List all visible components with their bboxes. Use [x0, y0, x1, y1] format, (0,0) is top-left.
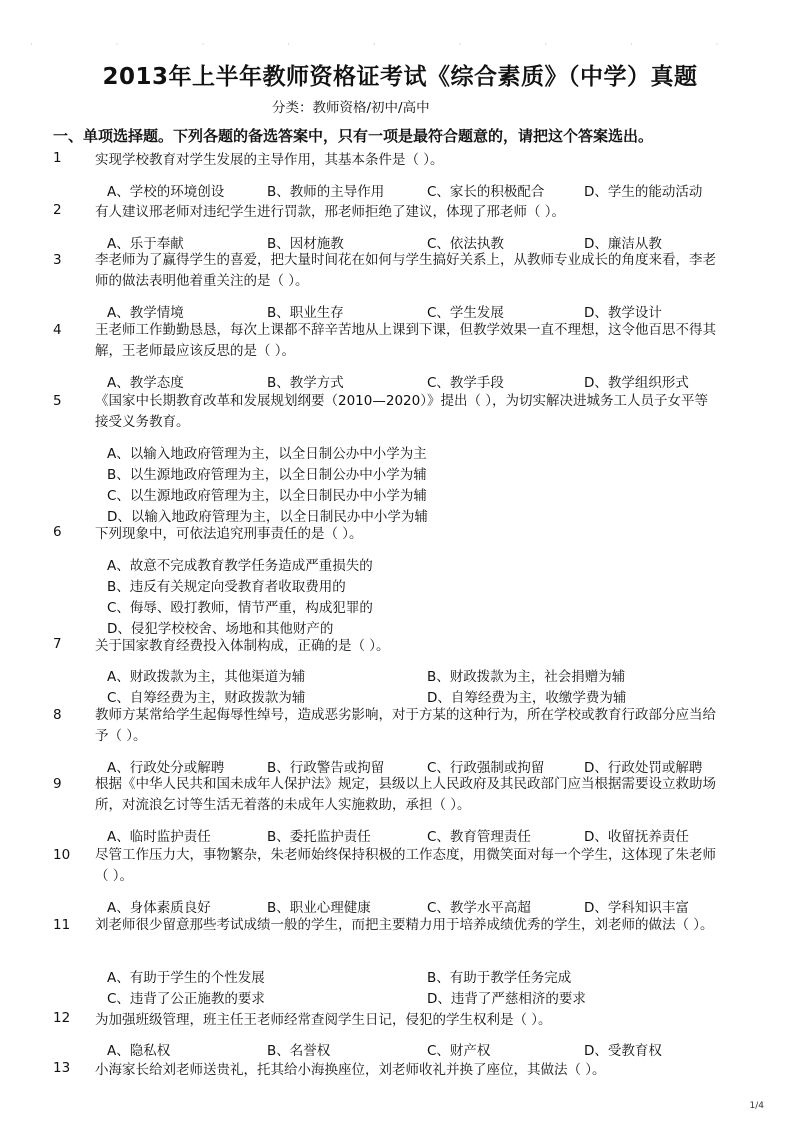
question-number: 6 — [53, 524, 62, 540]
option-c: C、侮辱、殴打教师，情节严重，构成犯罪的 — [107, 600, 373, 616]
option-d: D、教学组织形式 — [584, 375, 689, 391]
option-d: D、学生的能动活动 — [584, 184, 703, 200]
option-d: D、学科知识丰富 — [584, 900, 689, 916]
option-b: B、有助于教学任务完成 — [427, 970, 572, 986]
option-b: B、违反有关规定向受教育者收取费用的 — [107, 579, 346, 595]
question-text: 根据《中华人民共和国未成年人保护法》规定，县级以上人民政府及其民政部门应当根据需要设立救助场所，对流浪乞讨等生活无着落的未成年人实施救助，承担（ ）。 — [95, 776, 716, 813]
option-b: B、教学方式 — [267, 375, 344, 391]
option-c: C、学生发展 — [427, 305, 504, 321]
option-a: A、教学情境 — [107, 305, 184, 321]
question-text: 关于国家教育经费投入体制构成，正确的是（ ）。 — [95, 638, 390, 654]
question-text: 尽管工作压力大，事物繁杂，朱老师始终保持积极的工作态度，用微笑面对每一个学生，这体现了朱老师（ ）。 — [95, 847, 716, 884]
option-b: B、因材施教 — [267, 236, 344, 252]
page-number: 1/4 — [749, 1101, 764, 1111]
option-c: C、依法执教 — [427, 236, 504, 252]
option-b: B、以生源地政府管理为主，以全日制公办中小学为辅 — [107, 467, 427, 483]
option-d: D、违背了严慈相济的要求 — [427, 991, 586, 1007]
question-number: 3 — [53, 252, 62, 268]
question-text: 刘老师很少留意那些考试成绩一般的学生，而把主要精力用于培养成绩优秀的学生，刘老师的做法（ ）。 — [95, 917, 714, 933]
option-b: B、职业生存 — [267, 305, 344, 321]
question-number: 9 — [53, 776, 62, 792]
option-c: C、教育管理责任 — [427, 829, 531, 845]
option-c: C、教学水平高超 — [427, 900, 531, 916]
scan-artifacts: · · · · · · · · · — [30, 40, 759, 50]
question-number: 11 — [53, 917, 71, 933]
option-a: A、教学态度 — [107, 375, 184, 391]
question-number: 8 — [53, 707, 62, 723]
question-text: 王老师工作勤勤恳恳，每次上课都不辞辛苦地从上课到下课，但教学效果一直不理想，这令他百思不得其解，王老师最应该反思的是（ ）。 — [95, 322, 716, 359]
option-a: A、有助于学生的个性发展 — [107, 970, 265, 986]
option-a: A、以输入地政府管理为主，以全日制公办中小学为主 — [107, 446, 427, 462]
option-c: C、自筹经费为主，财政拨款为辅 — [107, 690, 306, 706]
option-a: A、乐于奉献 — [107, 236, 184, 252]
question-number: 13 — [53, 1060, 71, 1076]
question-text: 小海家长给刘老师送贵礼，托其给小海换座位，刘老师收礼并换了座位，其做法（ ）。 — [95, 1062, 606, 1078]
option-a: A、学校的环境创设 — [107, 184, 225, 200]
question-text: 李老师为了赢得学生的喜爱，把大量时间花在如何与学生搞好关系上，从教师专业成长的角度来看，李老师的做法表明他着重关注的是（ ）。 — [95, 252, 716, 289]
option-a: A、行政处分或解聘 — [107, 760, 225, 776]
option-d: D、侵犯学校校舍、场地和其他财产的 — [107, 621, 334, 637]
option-c: C、行政强制或拘留 — [427, 760, 545, 776]
option-d: D、受教育权 — [584, 1043, 662, 1059]
question-text: 有人建议邢老师对违纪学生进行罚款，邢老师拒绝了建议，体现了邢老师（ ）。 — [95, 204, 566, 220]
option-a: A、隐私权 — [107, 1043, 171, 1059]
option-c: C、以生源地政府管理为主，以全日制民办中小学为辅 — [107, 488, 427, 504]
question-text: 《国家中长期教育改革和发展规划纲要（2010—2020）》提出（ ），为切实解决进城务工人员子女平等接受义务教育。 — [95, 393, 709, 430]
option-b: B、行政警告或拘留 — [267, 760, 385, 776]
option-b: B、名誉权 — [267, 1043, 331, 1059]
section-heading: 一、单项选择题。下列各题的备选答案中，只有一项是最符合题意的，请把这个答案选出。 — [53, 127, 654, 145]
question-number: 1 — [53, 150, 62, 166]
option-d: D、廉洁从教 — [584, 236, 662, 252]
option-c: C、违背了公正施教的要求 — [107, 991, 265, 1007]
question-number: 12 — [53, 1010, 71, 1026]
page-title: 2013年上半年教师资格证考试《综合素质》（中学）真题 — [102, 64, 698, 90]
option-d: D、收留抚养责任 — [584, 829, 689, 845]
question-number: 2 — [53, 202, 62, 218]
option-b: B、教师的主导作用 — [267, 184, 385, 200]
option-c: C、财产权 — [427, 1043, 491, 1059]
category-line: 分类：教师资格/初中/高中 — [272, 100, 430, 116]
option-d: D、行政处罚或解聘 — [584, 760, 703, 776]
question-number: 10 — [53, 847, 71, 863]
option-b: B、委托监护责任 — [267, 829, 371, 845]
question-number: 5 — [53, 393, 62, 409]
option-a: A、身体素质良好 — [107, 900, 211, 916]
option-b: B、财政拨款为主，社会捐赠为辅 — [427, 669, 626, 685]
option-a: A、故意不完成教育教学任务造成严重损失的 — [107, 558, 373, 574]
question-number: 4 — [53, 322, 62, 338]
option-a: A、临时监护责任 — [107, 829, 211, 845]
option-d: D、以输入地政府管理为主，以全日制民办中小学为辅 — [107, 509, 428, 525]
question-text: 下列现象中，可依法追究刑事责任的是（ ）。 — [95, 526, 363, 542]
question-text: 实现学校教育对学生发展的主导作用，其基本条件是（ ）。 — [95, 152, 444, 168]
option-a: A、财政拨款为主，其他渠道为辅 — [107, 669, 306, 685]
option-b: B、职业心理健康 — [267, 900, 371, 916]
option-c: C、教学手段 — [427, 375, 504, 391]
option-d: D、教学设计 — [584, 305, 662, 321]
question-text: 为加强班级管理，班主任王老师经常查阅学生日记，侵犯的学生权利是（ ）。 — [95, 1012, 552, 1028]
question-text: 教师方某常给学生起侮辱性绰号，造成恶劣影响，对于方某的这种行为，所在学校或教育行政部分应当给予（ ）。 — [95, 707, 716, 744]
question-number: 7 — [53, 636, 62, 652]
option-d: D、自筹经费为主，收缴学费为辅 — [427, 690, 627, 706]
option-c: C、家长的积极配合 — [427, 184, 545, 200]
